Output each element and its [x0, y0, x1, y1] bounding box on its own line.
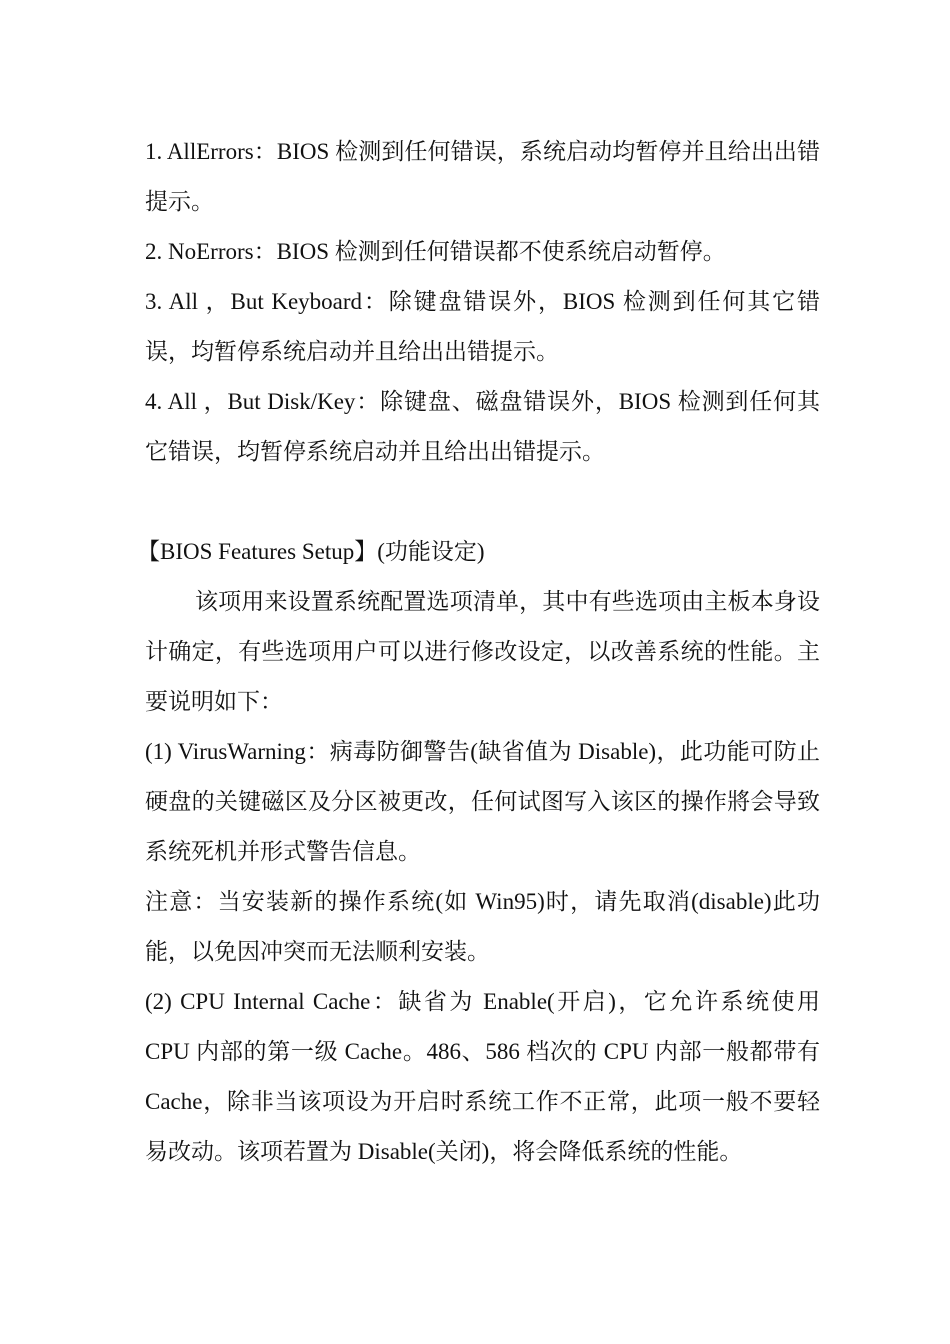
list-item-all-but-keyboard: 3. All ，But Keyboard：除键盘错误外，BIOS 检测到任何其它错误，均暂停系统启动并且给出出错提示。	[145, 289, 820, 364]
list-item-no-errors: 2. NoErrors：BIOS 检测到任何错误都不使系统启动暂停。	[145, 239, 726, 264]
paragraph-gap	[145, 477, 820, 527]
intro-paragraph: 该项用来设置系统配置选项清单，其中有些选项由主板本身设计确定，有些选项用户可以进行修改设定，以改善系统的性能。主要说明如下：	[145, 589, 820, 714]
section-heading: 【BIOS Features Setup】(功能设定)	[137, 539, 485, 564]
list-item-all-but-disk-key: 4. All ，But Disk/Key：除键盘、磁盘错误外，BIOS 检测到任何其它错误，均暂停系统启动并且给出出错提示。	[145, 389, 820, 464]
document-page	[137, 127, 820, 1177]
cpu-cache-paragraph: (2) CPU Internal Cache：缺省为 Enable(开启)，它允许系统使用 CPU 内部的第一级 Cache。486、586 档次的 CPU 内部一般都带有 Cache，除非当该项设为开启时系统工作不正常，此项一般不要轻易改动。该项若置为 Disable(关闭)，将会降低系统的性能。	[145, 989, 820, 1164]
note-paragraph: 注意：当安装新的操作系统(如 Win95)时，请先取消(disable)此功能，以免因冲突而无法顺利安装。	[145, 889, 820, 964]
list-item-all-errors: 1. AllErrors：BIOS 检测到任何错误，系统启动均暂停并且给出出错提示。	[145, 139, 820, 214]
virus-warning-paragraph: (1) VirusWarning：病毒防御警告(缺省值为 Disable)，此功能可防止硬盘的关键磁区及分区被更改，任何试图写入该区的操作將会导致系统死机并形式警告信息。	[145, 739, 820, 864]
